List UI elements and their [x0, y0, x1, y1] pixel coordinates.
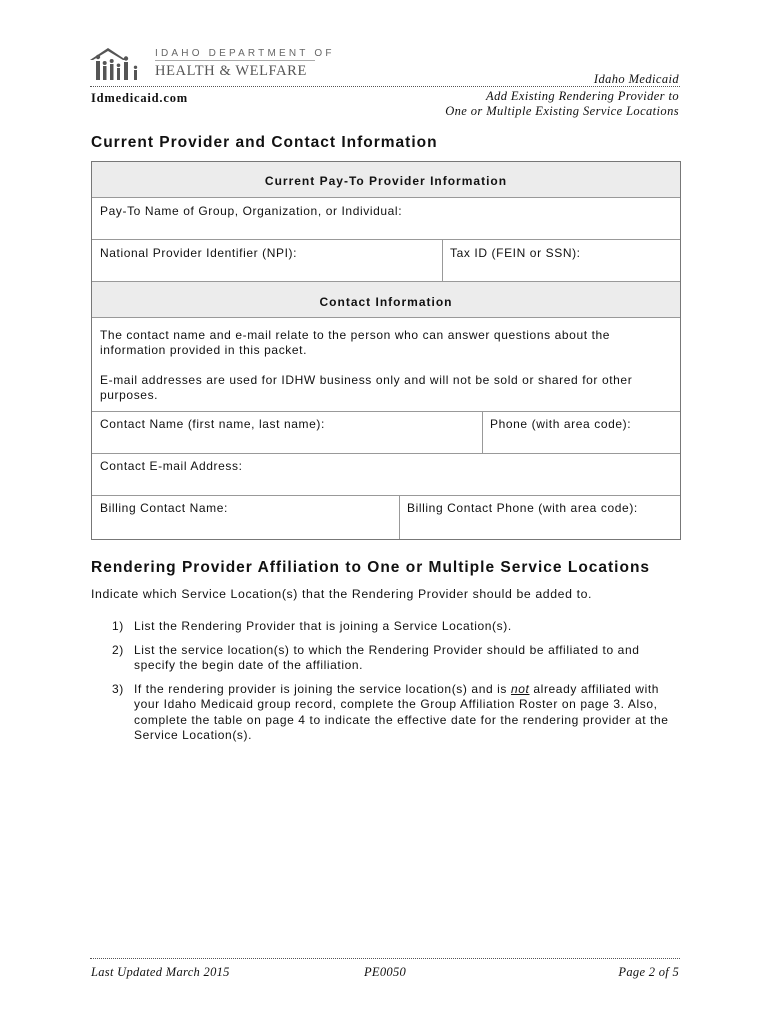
contact-notes-row [92, 318, 680, 412]
email-row[interactable] [92, 454, 680, 496]
step-text-after: already affiliated with your Idaho Medicaid group record, complete the Group Affiliation Roster on page 3. Also, complete the table on page 4 to indicate the effective date for the rendering provider at the Service Location(s). [134, 681, 669, 742]
payto-name-label: Pay-To Name of Group, Organization, or Individual: [100, 204, 403, 218]
contact-name-row [92, 412, 680, 454]
contact-note-1: The contact name and e-mail relate to the person who can answer questions about the information provided in this packet. [100, 328, 611, 357]
npi-taxid-row [92, 240, 680, 282]
section-title-affiliation: Rendering Provider Affiliation to One or Multiple Service Locations [91, 559, 651, 576]
program-name: Idaho Medicaid [593, 72, 679, 86]
step-text: List the Rendering Provider that is joining a Service Location(s). [134, 619, 512, 633]
email-label: Contact E-mail Address: [100, 459, 243, 473]
form-title-line2: One or Multiple Existing Service Locations [445, 104, 679, 118]
contact-header-row [92, 282, 680, 318]
logo-divider [155, 60, 315, 61]
npi-taxid-divider [442, 240, 443, 281]
contact-phone-divider [482, 412, 483, 453]
billing-divider [399, 496, 400, 539]
step-text-before: If the rendering provider is joining the service location(s) and is [134, 681, 511, 696]
list-item [91, 619, 691, 635]
billing-row [92, 496, 680, 539]
payto-header-row [92, 162, 680, 198]
provider-contact-form [91, 161, 681, 540]
npi-label: National Provider Identifier (NPI): [100, 246, 298, 260]
step-number: 3) [112, 681, 124, 696]
contact-name-label: Contact Name (first name, last name): [100, 417, 325, 431]
step-number: 2) [112, 642, 124, 657]
billing-phone-label: Billing Contact Phone (with area code): [407, 501, 638, 515]
payto-header: Current Pay-To Provider Information [264, 174, 508, 188]
footer-updated: Last Updated March 2015 [91, 965, 230, 979]
website-link[interactable]: Idmedicaid.com [91, 91, 188, 105]
payto-name-row[interactable] [92, 198, 680, 240]
affiliation-steps [91, 619, 691, 752]
section-title-provider-contact: Current Provider and Contact Information [91, 134, 438, 151]
header-rule [90, 86, 680, 87]
list-item [91, 682, 682, 744]
contact-note-2: E-mail addresses are used for IDHW business only and will not be sold or shared for other purposes. [100, 373, 633, 402]
footer-rule [90, 958, 680, 959]
footer-page-number: Page 2 of 5 [618, 965, 679, 979]
logo-name-text: HEALTH & WELFARE [155, 63, 307, 79]
step-text: List the service location(s) to which the Rendering Provider should be affiliated to and specify the begin date of the affiliation. [134, 642, 640, 672]
footer-form-id: PE0050 [364, 965, 407, 979]
taxid-label: Tax ID (FEIN or SSN): [450, 246, 581, 260]
step-number: 1) [112, 619, 124, 633]
billing-name-label: Billing Contact Name: [100, 501, 228, 515]
phone-label: Phone (with area code): [490, 417, 632, 431]
logo-org-text: IDAHO DEPARTMENT OF [155, 48, 335, 59]
contact-header: Contact Information [319, 295, 453, 309]
list-item [91, 643, 669, 674]
affiliation-intro: Indicate which Service Location(s) that the Rendering Provider should be added to. [91, 587, 593, 601]
form-title-line1: Add Existing Rendering Provider to [486, 89, 679, 103]
step-emphasis: not [510, 681, 530, 696]
